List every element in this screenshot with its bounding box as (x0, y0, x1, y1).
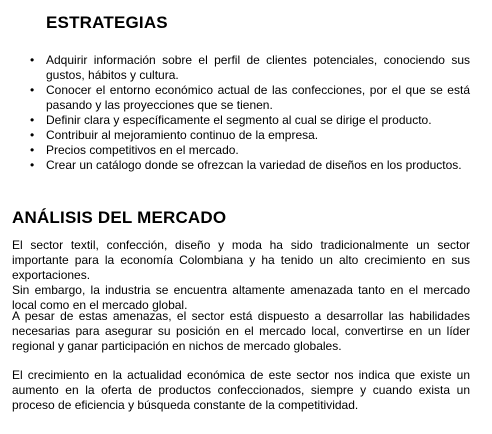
bullet-icon: • (30, 143, 35, 157)
list-item (30, 113, 470, 128)
paragraph-text: El crecimiento en la actualidad económica de este sector nos indica que existe un aumento en la oferta de productos confeccionados, siempre y cuando exista un proceso de eficiencia y búsqueda constante de la competitividad. (12, 368, 470, 412)
market-paragraph-2 (12, 309, 470, 354)
market-paragraph-3 (12, 368, 470, 413)
strategies-list (30, 53, 470, 173)
bullet-icon: • (30, 113, 35, 127)
bullet-icon: • (30, 83, 35, 97)
paragraph-text: A pesar de estas amenazas, el sector está dispuesto a desarrollar las habilidades necesarias para asegurar su posición en el mercado local, convertirse en un líder regional y ganar participación en nichos de mercado globales. (12, 309, 470, 353)
list-item-text: Adquirir información sobre el perfil de clientes potenciales, conociendo sus gustos, hábitos y cultura. (46, 53, 470, 82)
list-item-text: Contribuir al mejoramiento continuo de la empresa. (46, 128, 319, 142)
list-item (30, 143, 470, 158)
market-analysis-heading: ANÁLISIS DEL MERCADO (12, 208, 227, 227)
list-item-text: Crear un catálogo donde se ofrezcan la variedad de diseños en los productos. (46, 158, 462, 172)
bullet-icon: • (30, 158, 35, 172)
strategies-heading: ESTRATEGIAS (46, 13, 168, 32)
bullet-icon: • (30, 53, 35, 67)
bullet-icon: • (30, 128, 35, 142)
list-item (30, 53, 470, 83)
paragraph-text: Sin embargo, la industria se encuentra altamente amenazada tanto en el mercado local como en el mercado global. (12, 283, 470, 312)
list-item (30, 83, 470, 113)
list-item (30, 128, 470, 143)
list-item-text: Conocer el entorno económico actual de las confecciones, por el que se está pasando y las proyecciones que se tienen. (46, 83, 470, 112)
list-item-text: Precios competitivos en el mercado. (46, 143, 239, 157)
market-paragraph-1 (12, 238, 470, 313)
list-item-text: Definir clara y específicamente el segmento al cual se dirige el producto. (46, 113, 432, 127)
list-item (30, 158, 470, 173)
paragraph-text: El sector textil, confección, diseño y moda ha sido tradicionalmente un sector importante para la economía Colombiana y ha tenido un alto crecimiento en sus exportaciones. (12, 238, 470, 282)
